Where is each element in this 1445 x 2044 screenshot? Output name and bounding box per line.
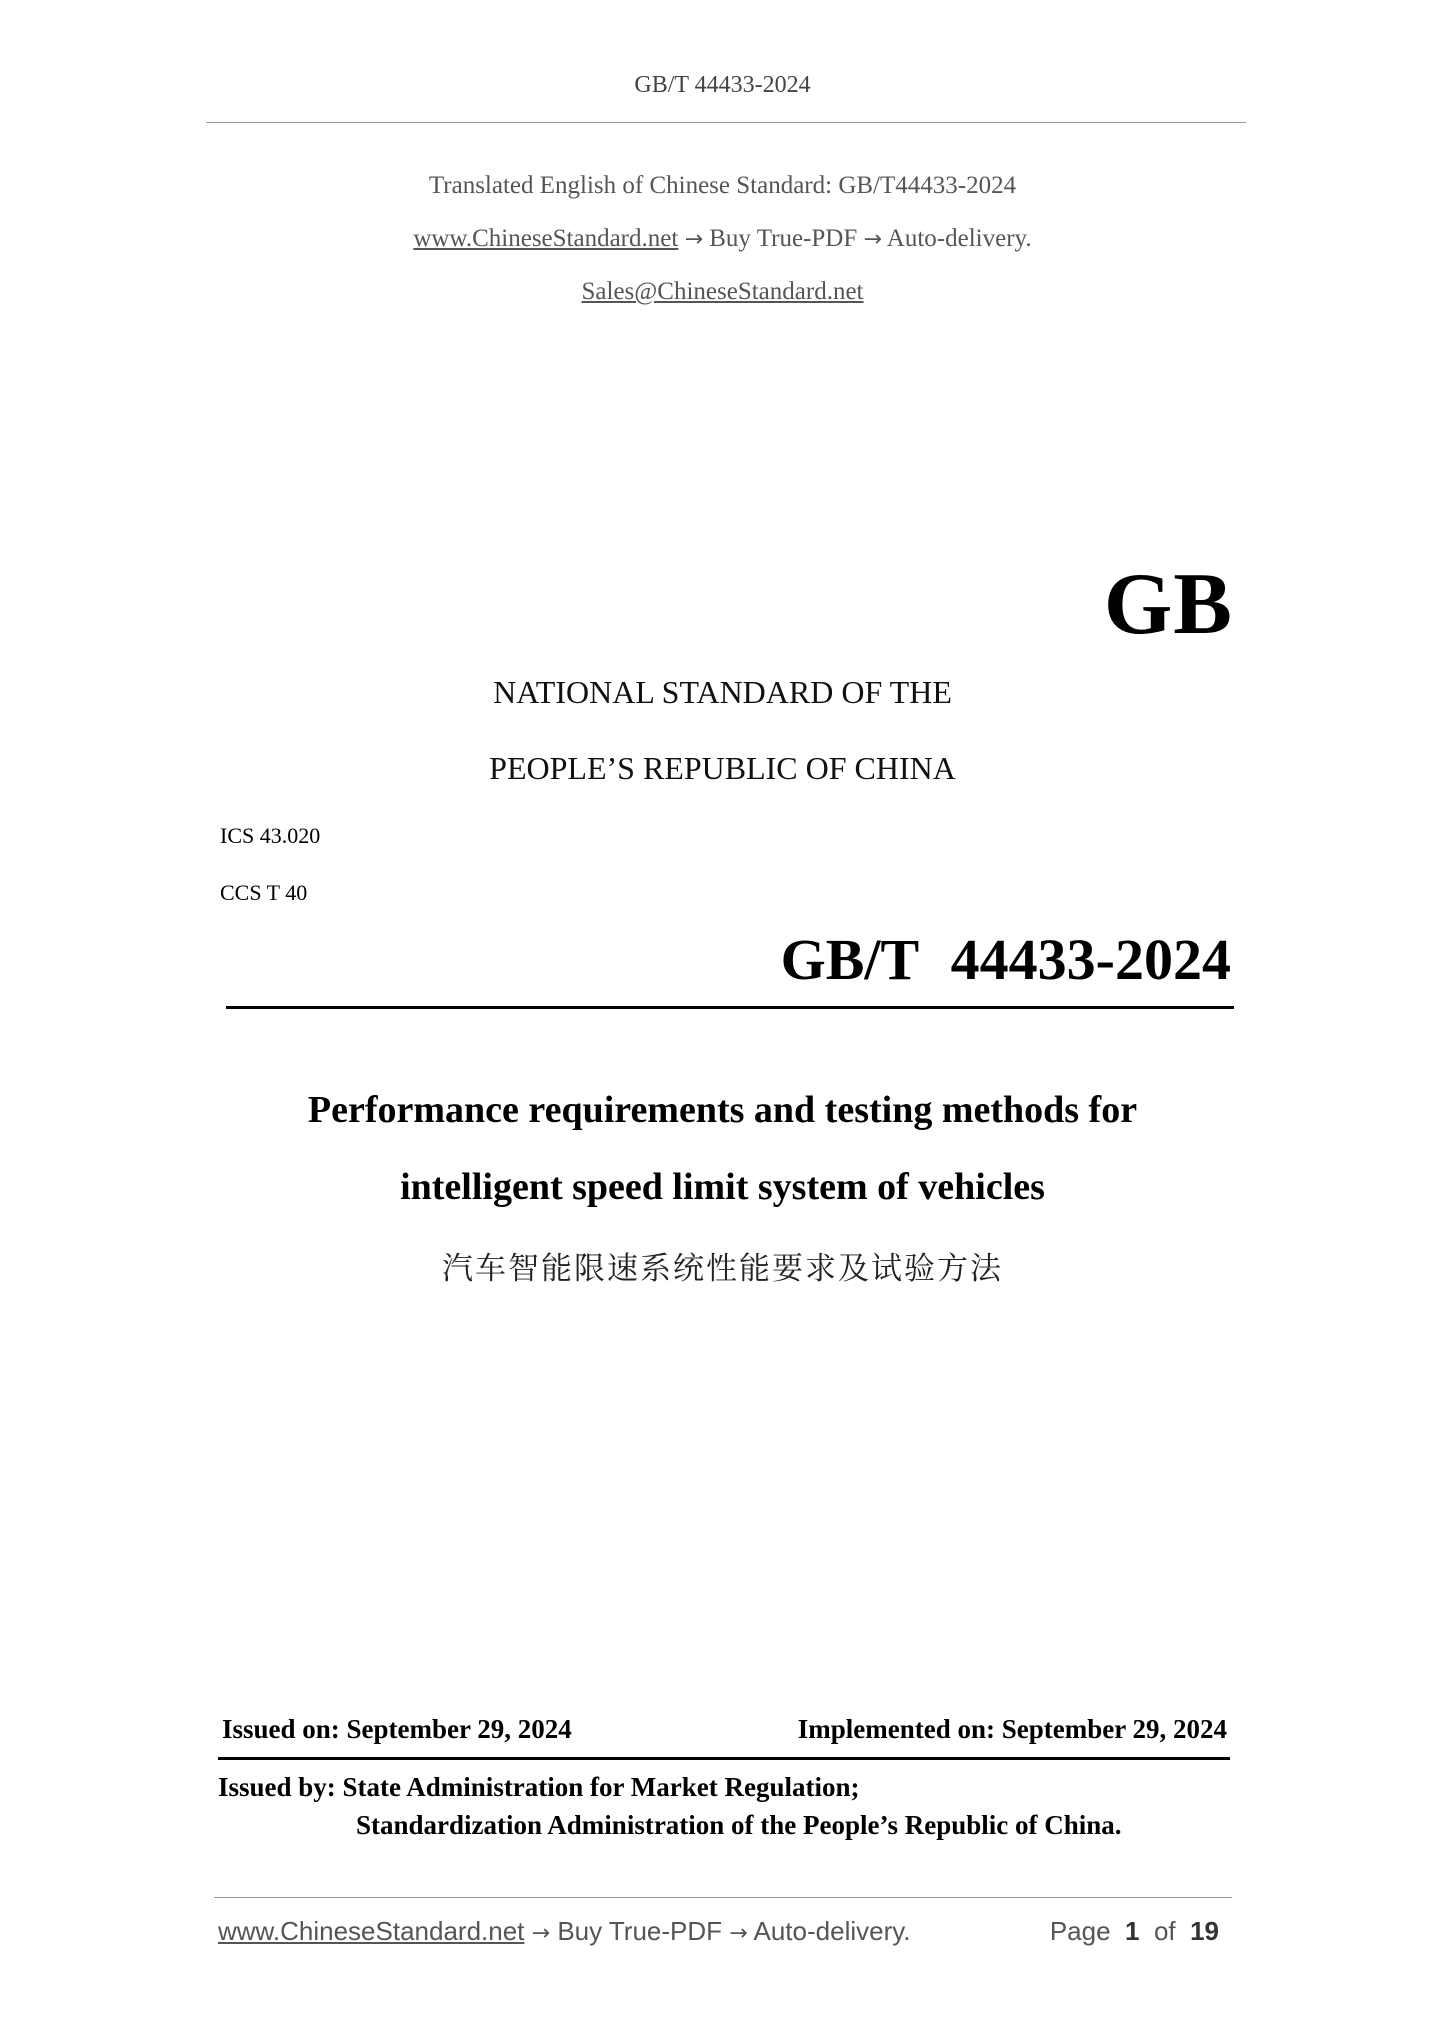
issued-by: Issued by: State Administration for Market Regulation; — [218, 1772, 860, 1802]
promo-line-translated: Translated English of Chinese Standard: GB/T44433-2024 — [428, 172, 1017, 199]
running-header: GB/T 44433-2024 — [634, 72, 811, 98]
auto-delivery-label: Auto-delivery. — [886, 225, 1032, 252]
arrow-right-icon: → — [729, 1921, 748, 1946]
implemented-on: Implemented on: September 29, 2024 — [797, 1714, 1227, 1744]
site-link[interactable]: www.ChineseStandard.net — [413, 225, 679, 252]
title-en-line-2: intelligent speed limit system of vehicles — [400, 1166, 1045, 1208]
buy-true-pdf-label: Buy True-PDF — [709, 225, 858, 252]
footer-site-link[interactable]: www.ChineseStandard.net — [218, 1916, 525, 1946]
arrow-right-icon: → — [684, 227, 703, 252]
gb-logo: GB — [1103, 556, 1233, 653]
page-indicator — [1050, 1916, 1219, 1947]
promo-line-email — [0, 278, 1445, 306]
ccs-code: CCS T 40 — [220, 880, 308, 905]
footer-buy-label: Buy True-PDF — [557, 1916, 723, 1946]
of-word: of — [1153, 1916, 1176, 1946]
page-total: 19 — [1190, 1916, 1219, 1946]
page-word: Page — [1049, 1916, 1111, 1946]
national-standard-line-1: NATIONAL STANDARD OF THE — [493, 674, 952, 710]
ics-code: ICS 43.020 — [220, 823, 321, 848]
title-en-line-1: Performance requirements and testing methods for — [307, 1089, 1138, 1131]
issued-on: Issued on: September 29, 2024 — [222, 1714, 572, 1744]
arrow-right-icon: → — [531, 1921, 551, 1946]
sales-email-link[interactable]: Sales@ChineseStandard.net — [581, 278, 864, 305]
promo-line-buy — [0, 225, 1445, 253]
footer-promo — [218, 1916, 911, 1947]
footer-divider — [214, 1897, 1232, 1898]
standard-number: GB/T 44433-2024 — [780, 927, 1231, 992]
title-cn: 汽车智能限速系统性能要求及试验方法 — [442, 1251, 1003, 1287]
standard-number-rule — [226, 1006, 1234, 1009]
issued-by-line-2: Standardization Administration of the People’s Republic of China. — [356, 1810, 1122, 1840]
arrow-right-icon: → — [863, 227, 882, 252]
footer-delivery-label: Auto-delivery. — [753, 1916, 911, 1946]
page-current: 1 — [1125, 1916, 1140, 1946]
header-divider — [206, 122, 1246, 123]
national-standard-line-2: PEOPLE’S REPUBLIC OF CHINA — [489, 750, 956, 786]
issue-rule — [218, 1757, 1230, 1760]
